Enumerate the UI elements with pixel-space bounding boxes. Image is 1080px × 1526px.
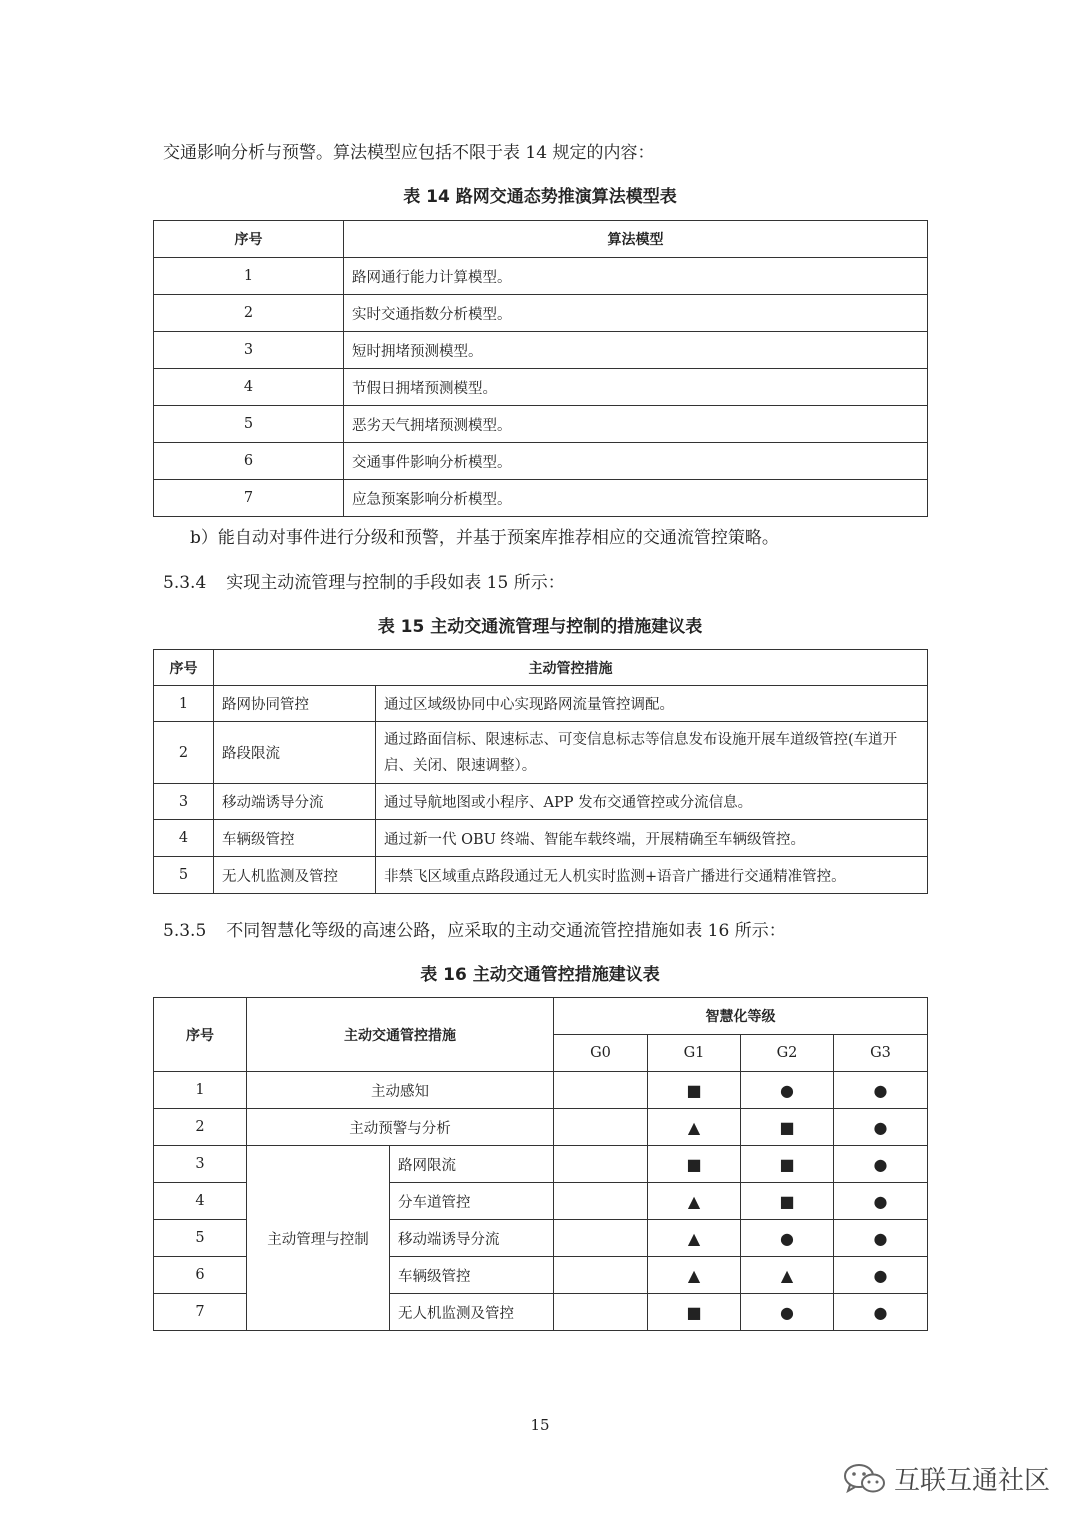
- table15-cell-desc: 通过区域级协同中心实现路网流量管控调配。: [376, 686, 928, 722]
- cell-g2: ■: [741, 1183, 834, 1220]
- table14-cell-model: 应急预案影响分析模型。: [344, 480, 928, 517]
- table-row: [154, 258, 928, 295]
- table15-cell-name: 路段限流: [214, 722, 376, 784]
- cell-g3: ●: [834, 1183, 928, 1220]
- table16-header-no: 序号: [154, 998, 247, 1072]
- table15-header-row: [154, 650, 928, 686]
- cell-g2: ●: [741, 1294, 834, 1331]
- table16: [153, 997, 928, 1331]
- cell-g1: ▲: [648, 1183, 741, 1220]
- table14-cell-model: 路网通行能力计算模型。: [344, 258, 928, 295]
- table-row: [154, 820, 928, 857]
- cell-g2: ●: [741, 1220, 834, 1257]
- cell-g3: ●: [834, 1257, 928, 1294]
- cell-g2: ■: [741, 1146, 834, 1183]
- wechat-icon: [842, 1463, 886, 1495]
- table14-cell-no: 7: [154, 480, 344, 517]
- table16-header-level: 智慧化等级: [554, 998, 928, 1035]
- table16-cell-no: 3: [154, 1146, 247, 1183]
- table-row: [154, 332, 928, 369]
- table-row: [154, 857, 928, 894]
- table-row: [154, 295, 928, 332]
- table15-cell-desc: 通过新一代 OBU 终端、智能车载终端，开展精确至车辆级管控。: [376, 820, 928, 857]
- table16-cell-measure: 主动感知: [247, 1072, 554, 1109]
- table16-cell-no: 2: [154, 1109, 247, 1146]
- section-text: 不同智慧化等级的高速公路，应采取的主动交通流管控措施如表 16 所示：: [226, 921, 786, 941]
- table15-cell-no: 3: [154, 784, 214, 820]
- table14-cell-no: 3: [154, 332, 344, 369]
- table16-header-row: [154, 998, 928, 1035]
- table16-cell-measure: 无人机监测及管控: [390, 1294, 554, 1331]
- table14-header-model: 算法模型: [344, 221, 928, 258]
- table16-cell-no: 1: [154, 1072, 247, 1109]
- table14-cell-model: 短时拥堵预测模型。: [344, 332, 928, 369]
- table14-cell-model: 实时交通指数分析模型。: [344, 295, 928, 332]
- table15-header-no: 序号: [154, 650, 214, 686]
- table16-cell-measure: 主动预警与分析: [247, 1109, 554, 1146]
- table16-group-label: 主动管理与控制: [247, 1146, 390, 1331]
- table-row: [154, 1072, 928, 1109]
- cell-g3: ●: [834, 1146, 928, 1183]
- level-g0: G0: [554, 1035, 648, 1072]
- section-5-3-5: [163, 921, 786, 941]
- table14-header-row: [154, 221, 928, 258]
- table16-cell-no: 5: [154, 1220, 247, 1257]
- table16-cell-no: 7: [154, 1294, 247, 1331]
- cell-g3: ●: [834, 1072, 928, 1109]
- table-row: [154, 406, 928, 443]
- watermark: [842, 1460, 1050, 1497]
- table-row: [154, 443, 928, 480]
- table14-cell-model: 交通事件影响分析模型。: [344, 443, 928, 480]
- cell-g1: ▲: [648, 1109, 741, 1146]
- cell-g1: ▲: [648, 1220, 741, 1257]
- page-number: 15: [530, 1416, 550, 1434]
- section-number: 5.3.5: [163, 921, 207, 941]
- cell-g0: [554, 1294, 648, 1331]
- table15-cell-name: 车辆级管控: [214, 820, 376, 857]
- table14-caption: 表 14 路网交通态势推演算法模型表: [403, 187, 677, 207]
- intro-paragraph: 交通影响分析与预警。算法模型应包括不限于表 14 规定的内容：: [163, 143, 655, 163]
- table15-cell-no: 4: [154, 820, 214, 857]
- watermark-text: 互联互通社区: [893, 1466, 1050, 1496]
- table-row: [154, 722, 928, 784]
- table15-cell-desc: 通过导航地图或小程序、APP 发布交通管控或分流信息。: [376, 784, 928, 820]
- cell-g2: ■: [741, 1109, 834, 1146]
- table-row: [154, 1146, 928, 1183]
- table15-cell-name: 无人机监测及管控: [214, 857, 376, 894]
- table14-cell-model: 节假日拥堵预测模型。: [344, 369, 928, 406]
- table14-cell-no: 2: [154, 295, 344, 332]
- table-row: [154, 784, 928, 820]
- table16-cell-measure: 移动端诱导分流: [390, 1220, 554, 1257]
- cell-g1: ▲: [648, 1257, 741, 1294]
- cell-g0: [554, 1109, 648, 1146]
- table14-cell-model: 恶劣天气拥堵预测模型。: [344, 406, 928, 443]
- table15-cell-name: 移动端诱导分流: [214, 784, 376, 820]
- level-g1: G1: [648, 1035, 741, 1072]
- cell-g2: ●: [741, 1072, 834, 1109]
- cell-g3: ●: [834, 1109, 928, 1146]
- table15-cell-desc: 通过路面信标、限速标志、可变信息标志等信息发布设施开展车道级管控(车道开启、关闭、限速调整）。: [376, 722, 928, 784]
- cell-g3: ●: [834, 1220, 928, 1257]
- table16-cell-no: 6: [154, 1257, 247, 1294]
- table16-header-measure: 主动交通管控措施: [247, 998, 554, 1072]
- table15-cell-desc: 非禁飞区域重点路段通过无人机实时监测+语音广播进行交通精准管控。: [376, 857, 928, 894]
- cell-g0: [554, 1072, 648, 1109]
- table-row: [154, 686, 928, 722]
- cell-g3: ●: [834, 1294, 928, 1331]
- paragraph-b: b）能自动对事件进行分级和预警，并基于预案库推荐相应的交通流管控策略。: [190, 528, 779, 548]
- table16-cell-measure: 分车道管控: [390, 1183, 554, 1220]
- cell-g1: ■: [648, 1294, 741, 1331]
- table15-cell-no: 2: [154, 722, 214, 784]
- cell-g1: ■: [648, 1146, 741, 1183]
- table14-header-no: 序号: [154, 221, 344, 258]
- table-row: [154, 480, 928, 517]
- cell-g0: [554, 1146, 648, 1183]
- table15-cell-no: 1: [154, 686, 214, 722]
- cell-g0: [554, 1220, 648, 1257]
- table-row: [154, 369, 928, 406]
- level-g2: G2: [741, 1035, 834, 1072]
- table16-caption: 表 16 主动交通管控措施建议表: [420, 965, 660, 985]
- table14-cell-no: 1: [154, 258, 344, 295]
- table15-cell-no: 5: [154, 857, 214, 894]
- cell-g2: ▲: [741, 1257, 834, 1294]
- section-number: 5.3.4: [163, 573, 207, 593]
- table15-cell-name: 路网协同管控: [214, 686, 376, 722]
- table16-cell-measure: 路网限流: [390, 1146, 554, 1183]
- table14: [153, 220, 928, 517]
- table15: [153, 649, 928, 894]
- section-5-3-4: [163, 573, 565, 593]
- table14-cell-no: 5: [154, 406, 344, 443]
- table16-cell-no: 4: [154, 1183, 247, 1220]
- table16-cell-measure: 车辆级管控: [390, 1257, 554, 1294]
- cell-g0: [554, 1257, 648, 1294]
- table15-caption: 表 15 主动交通流管理与控制的措施建议表: [377, 617, 703, 637]
- level-g3: G3: [834, 1035, 928, 1072]
- table15-header-measure: 主动管控措施: [214, 650, 928, 686]
- table-row: [154, 1109, 928, 1146]
- table14-cell-no: 6: [154, 443, 344, 480]
- cell-g0: [554, 1183, 648, 1220]
- cell-g1: ■: [648, 1072, 741, 1109]
- section-text: 实现主动流管理与控制的手段如表 15 所示：: [226, 573, 565, 593]
- table14-cell-no: 4: [154, 369, 344, 406]
